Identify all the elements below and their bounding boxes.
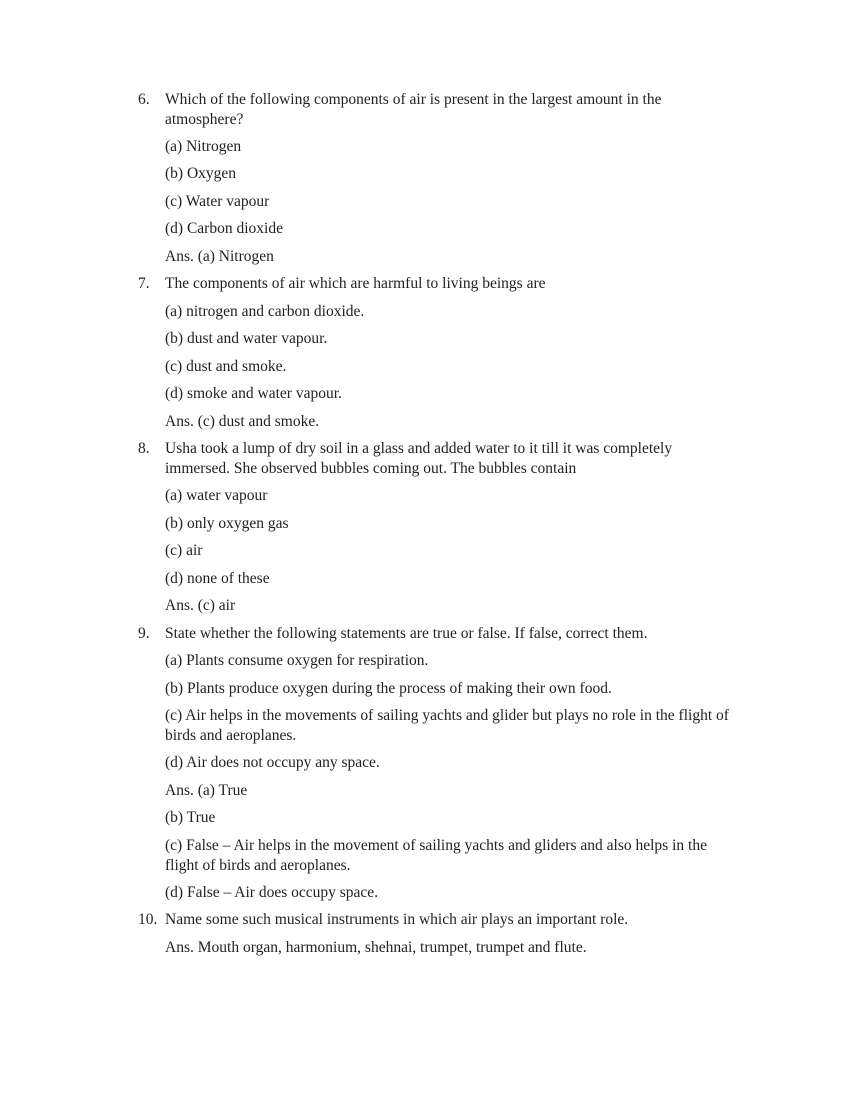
option-c: (c) air bbox=[165, 542, 203, 559]
statement-b: (b) Plants produce oxygen during the process of making their own food. bbox=[165, 680, 612, 697]
option-c: (c) Water vapour bbox=[165, 193, 270, 210]
answer: Ans. (a) Nitrogen bbox=[165, 248, 274, 265]
statement-a: (a) Plants consume oxygen for respiration. bbox=[165, 652, 429, 669]
question-number: 10. bbox=[138, 911, 158, 928]
question-text: The components of air which are harmful to living beings are bbox=[165, 275, 546, 292]
answer: Ans. (c) dust and smoke. bbox=[165, 413, 320, 430]
question-text: Usha took a lump of dry soil in a glass and added water to it till it was completely immersed. She observed bubbles coming out. The bubbles contain bbox=[165, 440, 673, 477]
option-b: (b) dust and water vapour. bbox=[165, 330, 328, 347]
statement-c: (c) Air helps in the movements of sailing yachts and glider but plays no role in the flight of birds and aeroplanes. bbox=[165, 707, 729, 744]
option-d: (d) smoke and water vapour. bbox=[165, 385, 342, 402]
statement-d: (d) Air does not occupy any space. bbox=[165, 754, 380, 771]
option-a: (a) water vapour bbox=[165, 487, 268, 504]
question-number: 6. bbox=[138, 91, 150, 108]
option-c: (c) dust and smoke. bbox=[165, 358, 287, 375]
option-b: (b) Oxygen bbox=[165, 165, 237, 182]
option-a: (a) Nitrogen bbox=[165, 138, 242, 155]
question-number: 8. bbox=[138, 440, 150, 457]
option-d: (d) none of these bbox=[165, 570, 270, 587]
question-text: Name some such musical instruments in which air plays an important role. bbox=[165, 911, 629, 928]
answer-c: (c) False – Air helps in the movement of sailing yachts and gliders and also helps in the flight of birds and aeroplanes. bbox=[165, 837, 707, 874]
answer-d: (d) False – Air does occupy space. bbox=[165, 884, 379, 901]
answer: Ans. Mouth organ, harmonium, shehnai, trumpet, trumpet and flute. bbox=[165, 939, 587, 956]
option-b: (b) only oxygen gas bbox=[165, 515, 289, 532]
option-a: (a) nitrogen and carbon dioxide. bbox=[165, 303, 365, 320]
answer-a: Ans. (a) True bbox=[165, 782, 248, 799]
question-text: Which of the following components of air is present in the largest amount in the atmosphere? bbox=[165, 91, 662, 128]
answer: Ans. (c) air bbox=[165, 597, 236, 614]
question-text: State whether the following statements are true or false. If false, correct them. bbox=[165, 625, 648, 642]
answer-b: (b) True bbox=[165, 809, 216, 826]
question-number: 9. bbox=[138, 625, 150, 642]
option-d: (d) Carbon dioxide bbox=[165, 220, 283, 237]
question-number: 7. bbox=[138, 275, 150, 292]
